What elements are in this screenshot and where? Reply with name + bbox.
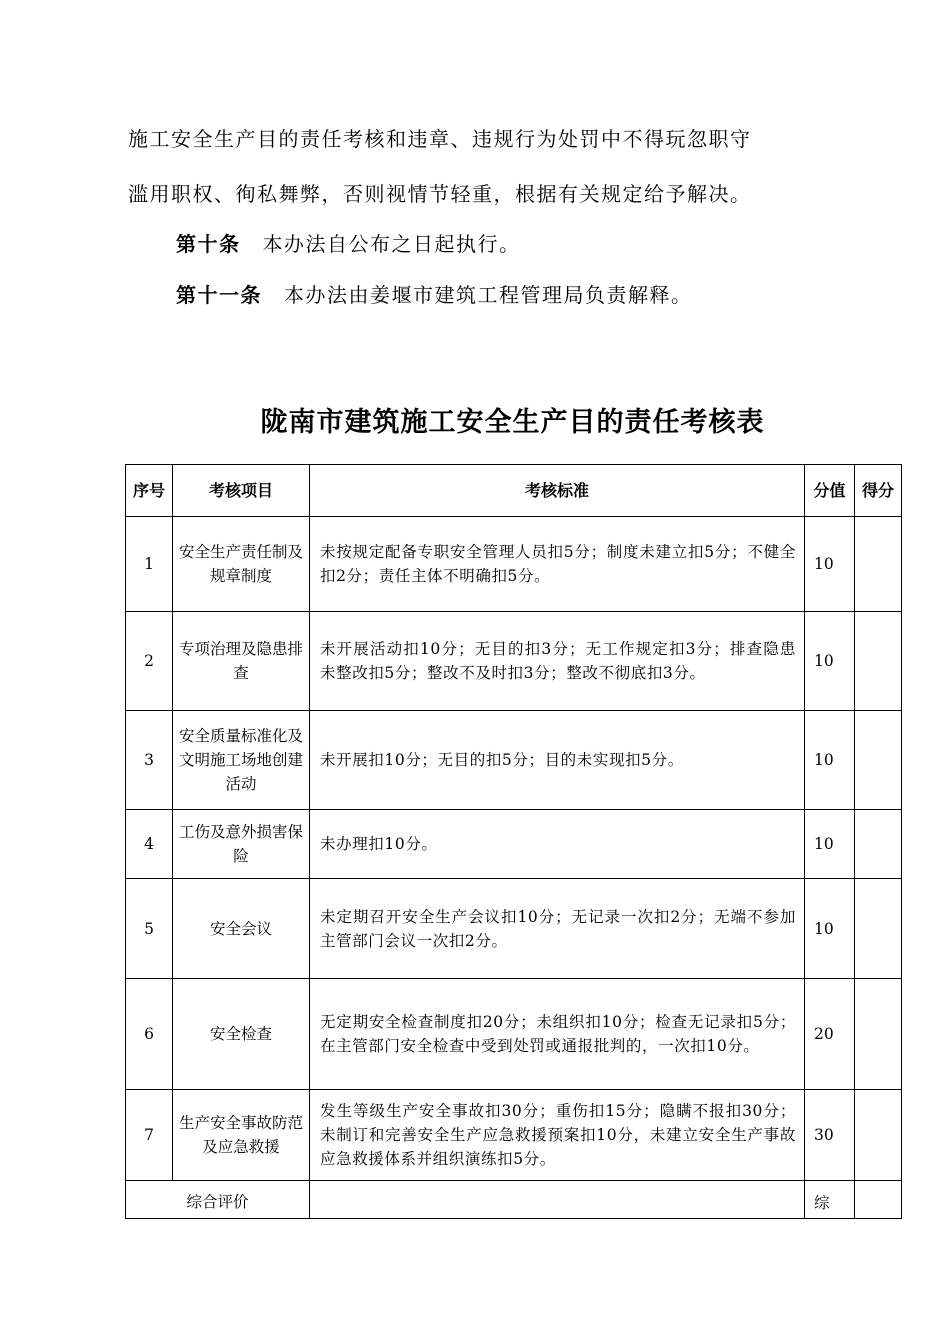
row-score: 30 [805,1090,855,1181]
article-11-text: 本办法由姜堰市建筑工程管理局负责解释。 [284,283,693,307]
row-got [855,979,902,1090]
table-header-row [126,465,902,517]
summary-score: 综 [805,1181,855,1219]
body-paragraph-line-2: 滥用职权、徇私舞弊，否则视情节轻重，根据有关规定给予解决。 [128,182,752,206]
row-item: 安全会议 [173,879,310,979]
row-no: 5 [126,879,173,979]
row-no: 1 [126,517,173,612]
table-row [126,711,902,810]
article-11 [176,279,693,308]
table-row [126,979,902,1090]
article-10-heading: 第十条 [176,232,241,256]
row-item: 安全生产责任制及规章制度 [173,517,310,612]
row-item: 生产安全事故防范及应急救援 [173,1090,310,1181]
table-row [126,1090,902,1181]
row-no: 3 [126,711,173,810]
summary-standard [310,1181,805,1219]
article-11-heading: 第十一条 [176,283,262,307]
row-no: 7 [126,1090,173,1181]
row-standard: 未办理扣10分。 [310,810,805,879]
row-item: 专项治理及隐患排查 [173,612,310,711]
row-score: 20 [805,979,855,1090]
table-title: 陇南市建筑施工安全生产目的责任考核表 [260,407,765,438]
row-no: 6 [126,979,173,1090]
header-no: 序号 [126,465,173,517]
row-score: 10 [805,810,855,879]
table-row [126,517,902,612]
table-row [126,612,902,711]
row-item: 工伤及意外损害保险 [173,810,310,879]
row-got [855,879,902,979]
table-row [126,879,902,979]
row-got [855,517,902,612]
row-standard: 发生等级生产安全事故扣30分；重伤扣15分；隐瞒不报扣30分；未制订和完善安全生产应急救援预案扣10分，未建立安全生产事故应急救援体系并组织演练扣5分。 [310,1090,805,1181]
summary-row [126,1181,902,1219]
row-score: 10 [805,612,855,711]
row-standard: 未按规定配备专职安全管理人员扣5分；制度未建立扣5分；不健全扣2分；责任主体不明确扣5分。 [310,517,805,612]
row-got [855,1090,902,1181]
row-got [855,711,902,810]
header-standard: 考核标准 [310,465,805,517]
row-standard: 未开展活动扣10分；无目的扣3分；无工作规定扣3分；排查隐患未整改扣5分；整改不及时扣3分；整改不彻底扣3分。 [310,612,805,711]
article-10-text: 本办法自公布之日起执行。 [262,232,521,256]
header-score: 分值 [805,465,855,517]
header-got: 得分 [855,465,902,517]
table-row [126,810,902,879]
header-item: 考核项目 [173,465,310,517]
row-no: 4 [126,810,173,879]
assessment-table [125,464,902,1219]
row-got [855,810,902,879]
row-standard: 未定期召开安全生产会议扣10分；无记录一次扣2分；无端不参加主管部门会议一次扣2分。 [310,879,805,979]
row-score: 10 [805,879,855,979]
row-score: 10 [805,711,855,810]
row-item: 安全质量标准化及文明施工场地创建活动 [173,711,310,810]
body-paragraph-line-1: 施工安全生产目的责任考核和违章、违规行为处罚中不得玩忽职守 [128,127,752,151]
row-score: 10 [805,517,855,612]
row-item: 安全检查 [173,979,310,1090]
row-no: 2 [126,612,173,711]
summary-label: 综合评价 [126,1181,310,1219]
row-standard: 未开展扣10分；无目的扣5分；目的未实现扣5分。 [310,711,805,810]
article-10 [176,228,521,257]
row-got [855,612,902,711]
row-standard: 无定期安全检查制度扣20分；未组织扣10分；检查无记录扣5分；在主管部门安全检查中受到处罚或通报批判的，一次扣10分。 [310,979,805,1090]
summary-got [855,1181,902,1219]
